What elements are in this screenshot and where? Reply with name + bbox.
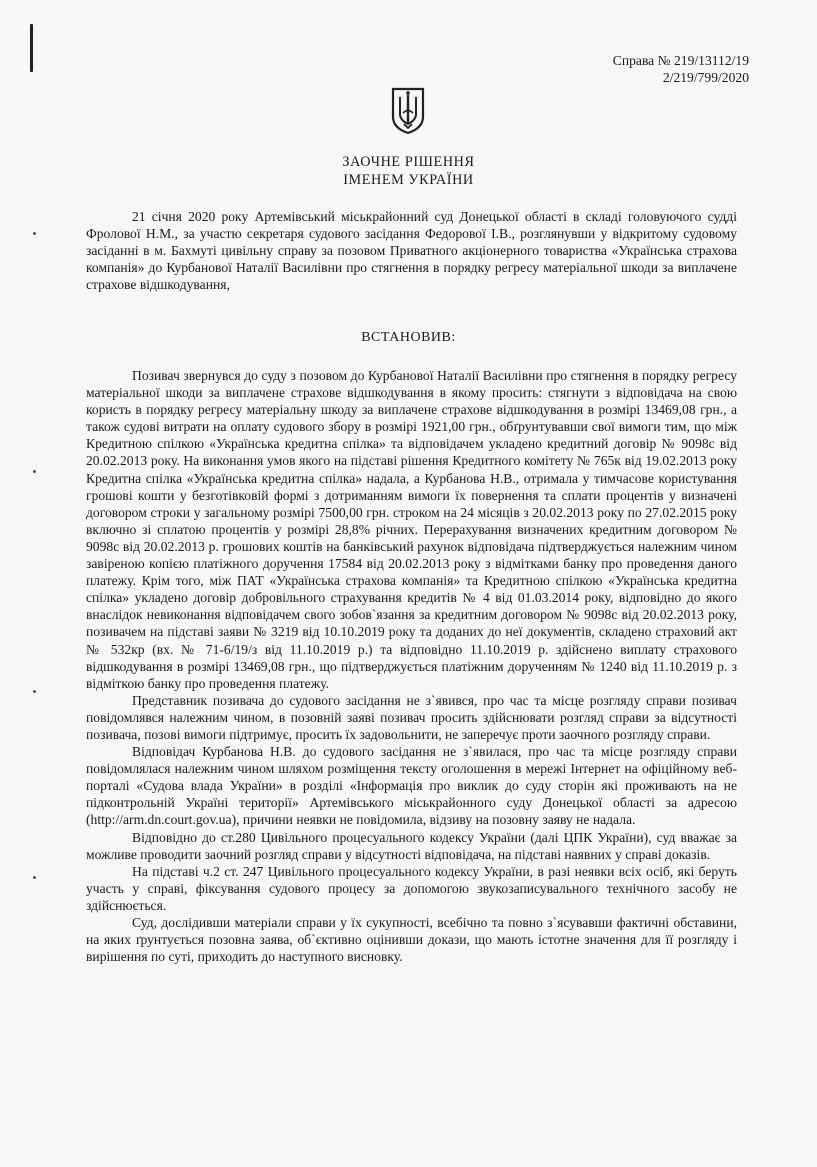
document-body — [86, 367, 737, 965]
scan-dot — [33, 232, 36, 235]
coat-of-arms-emblem — [388, 84, 428, 136]
case-number-line2: 2/219/799/2020 — [662, 70, 749, 85]
intro-paragraph: 21 січня 2020 року Артемівський міськрайонний суд Донецької області в складі головуючого судді Фролової Н.М., за участю секретаря судового засідання Федорової І.В., розглянувши у відкритому судовому засіданні в м. Бахмуті цивільну справу за позовом Приватного акціонерного товариства «Українська страхова компанія» до Курбанової Наталії Василівни про стягнення в порядку регресу матеріальної шкоди за виплачене страхове відшкодування, — [86, 209, 737, 293]
case-number — [613, 52, 749, 86]
document-title: ЗАОЧНЕ РІШЕННЯ — [342, 154, 475, 170]
document-subtitle: ІМЕНЕМ УКРАЇНИ — [343, 172, 474, 188]
scan-dot — [33, 470, 36, 473]
scan-dot — [33, 876, 36, 879]
body-paragraph: Відповідач Курбанова Н.В. до судового засідання не з`явилася, про час та місце розгляду справи повідомлялася належним чином шляхом розміщення тексту оголошення в мережі Інтернет на офіційному веб-порталі «Судова влада України» в розділі «Інформація про виклик до суду сторін які проживають на не підконтрольній Україні території» Артемівського міськрайонного суду Донецької області за адресою (http://arm.dn.court.gov.ua), причини неявки не повідомила, відзиву на позовну заяву не надала. — [86, 744, 737, 828]
body-paragraph: Позивач звернувся до суду з позовом до Курбанової Наталії Василівни про стягнення в порядку регресу матеріальної шкоди за виплачене страхове відшкодування в якому просить: стягнути з відповідача на свою користь в порядку регресу матеріальну шкоду за виплачене страхове відшкодування в розмірі 13469,08 грн., а також судові витрати на оплату судового збору в розмірі 1921,00 грн., обґрунтувавши свої вимоги тим, що між Кредитною спілкою «Українська кредитна спілка» та відповідачем укладено кредитний договір № 9098с від 20.02.2013 року. На виконання умов якого на підставі рішення Кредитного комітету № 765к від 19.02.2013 року Кредитна спілка «Українська кредитна спілка» надала, а Курбанова Н.В., отримала у тимчасове користування грошові кошти у безготівковій формі з дотриманням вимоги їх повернення та сплати процентів у визначені договором строки у загальному розмірі 7500,00 грн. строком на 24 місяців з 20.02.2013 року по 27.02.2015 року включно зі сплатою процентів у розмірі 28,8% річних. Перерахування визначених кредитним договором № 9098с від 20.02.2013 р. грошових коштів на банківський рахунок відповідача підтверджується належним чином завіреною копією платіжного доручення 17584 від 20.02.2013 року з відмітками банку про проведення даного платежу. Крім того, між ПАТ «Українська страхова компанія» та Кредитною спілкою «Українська кредитна спілка» укладено договір добровільного страхування кредитів № 4 від 01.03.2014 року, відповідно до якого внаслідок невиконання відповідачем свого зобов`язання за кредитним договором № 9098с від 20.02.2013 року, позивачем на підставі заяви № 3219 від 10.10.2019 року та доданих до неї документів, складено страховий акт № 532кр (вх. № 71-6/19/з від 11.10.2019 р.) та відповідно 11.10.2019 р. здійснено виплату страхового відшкодування в розмірі 13469,08 грн., що підтверджується платіжним дорученням № 1240 від 11.10.2019 р. з відміткою банку про проведення платежу. — [86, 368, 737, 691]
case-number-line1: Справа № 219/13112/19 — [612, 53, 749, 68]
intro-block — [86, 208, 737, 293]
body-paragraph: Відповідно до ст.280 Цивільного процесуального кодексу України (далі ЦПК України), суд вважає за можливе проводити заочний розгляд справи у відсутності відповідача, на підставі наявних у справі доказів. — [86, 829, 737, 862]
body-paragraph: Представник позивача до судового засідання не з`явився, про час та місце розгляду справи позивач повідомлявся належним чином, в позовній заяві позивач просить здійснювати розгляд справи за відсутності позивача, позові вимоги підтримує, просить їх задовольнити, не заперечує проти заочного розгляду справи. — [86, 692, 737, 742]
scan-dot — [33, 690, 36, 693]
scan-mark — [30, 24, 33, 72]
body-paragraph: Суд, дослідивши матеріали справи у їх сукупності, всебічно та повно з`ясувавши фактичні обставини, на яких ґрунтується позовна заява, об`єктивно оцінивши докази, що мають істотне значення для її розгляду і вирішення по суті, приходить до наступного висновку. — [86, 915, 737, 965]
body-paragraph: На підставі ч.2 ст. 247 Цивільного процесуального кодексу України, в разі неявки всіх осіб, які беруть участь у справі, фіксування судового процесу за допомогою звукозаписувального технічного засобу не здійснюється. — [86, 863, 737, 913]
section-heading: ВСТАНОВИВ: — [361, 330, 456, 345]
